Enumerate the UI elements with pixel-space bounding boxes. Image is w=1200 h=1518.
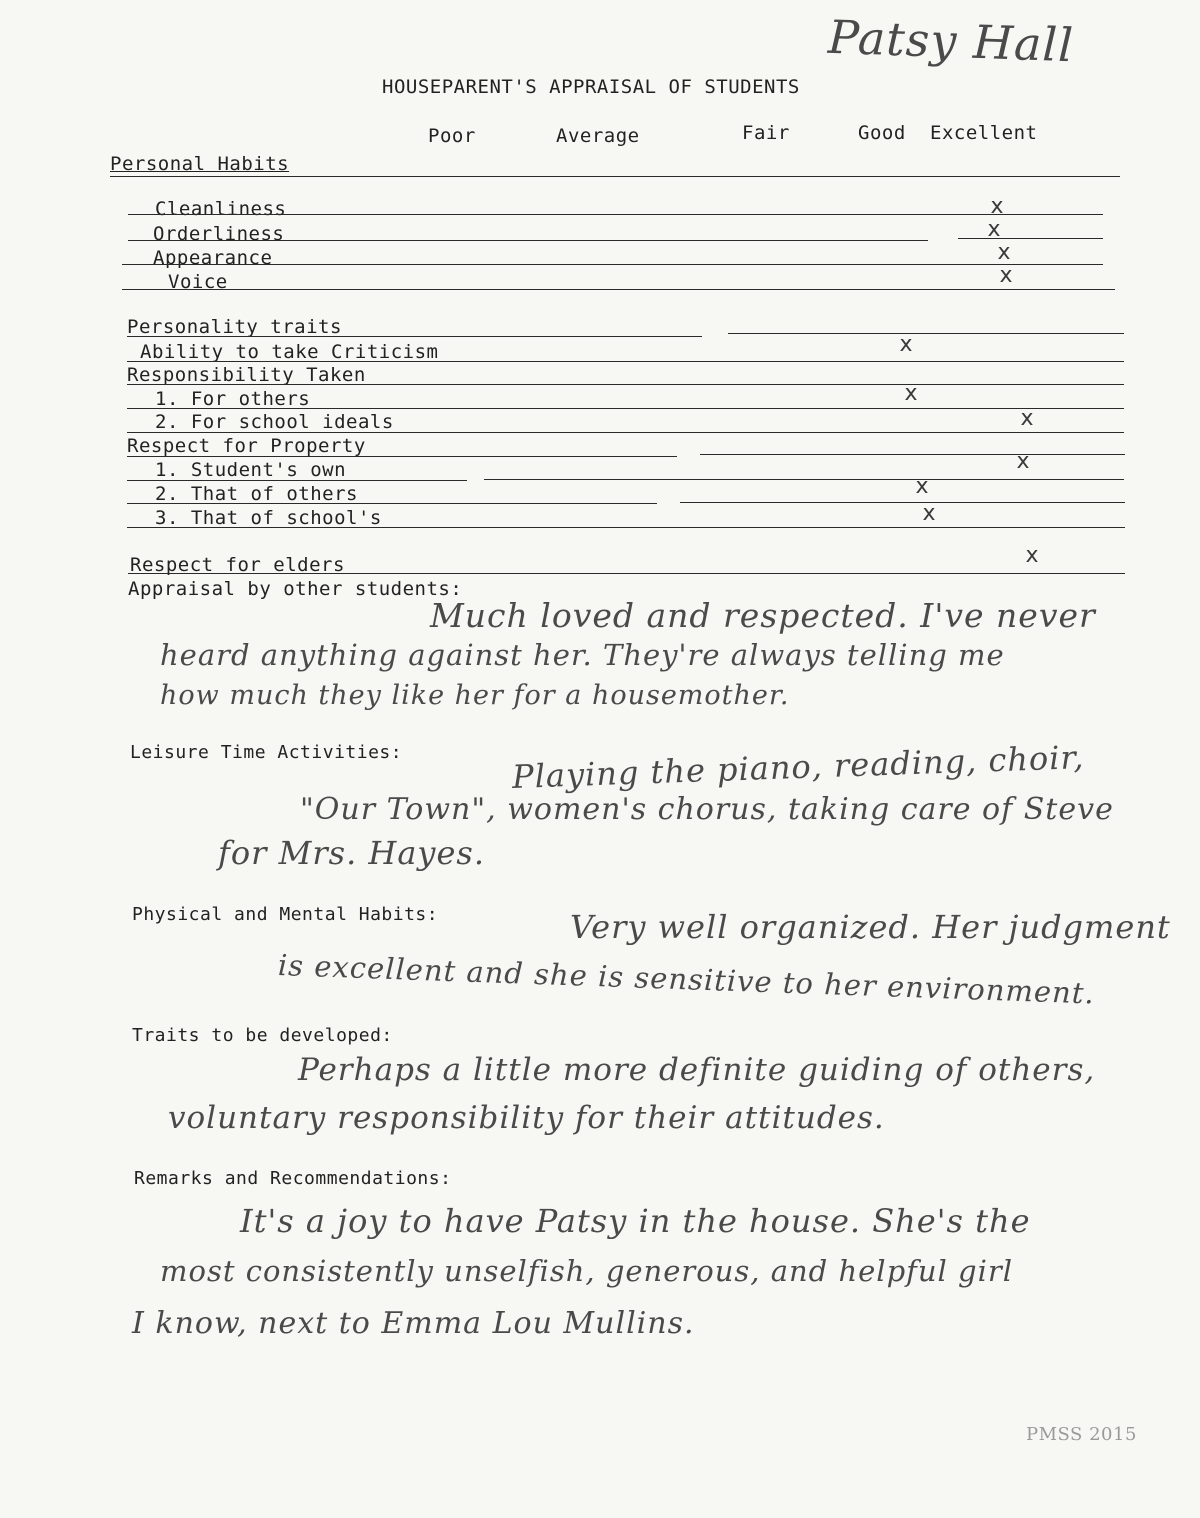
appraisal-line-3: how much they like her for a housemother. [160, 680, 790, 711]
check-appearance: x [997, 240, 1011, 265]
label-that-of-others: 2. That of others [155, 483, 358, 505]
traits-line-2: voluntary responsibility for their attitudes. [168, 1100, 885, 1136]
remarks-line-2: most consistently unselfish, generous, and helpful girl [160, 1254, 1014, 1288]
student-name: Patsy Hall [827, 9, 1075, 73]
rule-line [127, 527, 1125, 528]
label-that-of-schools: 3. That of school's [155, 507, 382, 529]
column-poor: Poor [428, 125, 476, 147]
rule-line [127, 384, 1124, 385]
rule-line [700, 454, 1125, 455]
leisure-line-3: for Mrs. Hayes. [218, 834, 485, 872]
rule-line [110, 176, 1120, 177]
column-excellent: Excellent [930, 122, 1038, 144]
rule-line [728, 333, 1124, 334]
label-physical-mental: Physical and Mental Habits: [132, 904, 439, 925]
section-personal-habits: Personal Habits [110, 153, 290, 175]
label-personality-traits: Personality traits [127, 316, 342, 338]
column-fair: Fair [742, 122, 790, 144]
check-students-own: x [1016, 449, 1030, 474]
leisure-line-2: "Our Town", women's chorus, taking care of Steve [300, 792, 1114, 827]
check-that-of-others: x [915, 474, 929, 499]
rule-line [128, 214, 1103, 215]
rule-line [128, 573, 1125, 574]
label-respect-elders: Respect for elders [130, 554, 345, 576]
archive-watermark: PMSS 2015 [1026, 1424, 1137, 1445]
traits-line-1: Perhaps a little more definite guiding of others, [298, 1052, 1096, 1088]
label-appearance: Appearance [153, 247, 273, 269]
rule-line [127, 480, 467, 481]
rule-line [127, 336, 702, 337]
label-traits: Traits to be developed: [132, 1025, 393, 1046]
rule-line [484, 479, 1124, 480]
label-students-own: 1. Student's own [155, 459, 347, 481]
column-good: Good [858, 122, 906, 144]
label-for-others: 1. For others [155, 388, 311, 410]
check-voice: x [999, 263, 1013, 288]
rule-line [958, 238, 1103, 239]
physical-line-1: Very well organized. Her judgment [570, 908, 1171, 946]
check-ability-criticism: x [899, 332, 913, 357]
check-for-school-ideals: x [1020, 406, 1034, 431]
rule-line [127, 456, 677, 457]
check-orderliness: x [987, 217, 1001, 242]
label-respect-property: Respect for Property [127, 435, 366, 457]
rule-line [122, 289, 1115, 290]
rule-line [127, 361, 1124, 362]
appraisal-line-2: heard anything against her. They're always telling me [160, 638, 1005, 672]
rule-line [127, 408, 1124, 409]
remarks-line-3: I know, next to Emma Lou Mullins. [132, 1306, 695, 1341]
label-remarks: Remarks and Recommendations: [134, 1168, 452, 1189]
check-respect-elders: x [1025, 543, 1039, 568]
label-ability-criticism: Ability to take Criticism [140, 341, 439, 363]
check-that-of-schools: x [922, 501, 936, 526]
appraisal-line-1: Much loved and respected. I've never [430, 596, 1096, 635]
label-for-school-ideals: 2. For school ideals [155, 411, 394, 433]
label-leisure: Leisure Time Activities: [130, 742, 403, 763]
label-voice: Voice [168, 271, 228, 293]
rule-line [127, 432, 1124, 433]
rule-line [122, 264, 1103, 265]
label-cleanliness: Cleanliness [155, 198, 287, 220]
rule-line [128, 240, 928, 241]
physical-line-2: is excellent and she is sensitive to her environment. [277, 948, 1096, 1011]
rule-line [127, 503, 657, 504]
label-appraisal: Appraisal by other students: [128, 578, 463, 600]
column-average: Average [556, 125, 640, 147]
label-orderliness: Orderliness [153, 223, 285, 245]
check-cleanliness: x [990, 194, 1004, 219]
label-responsibility-taken: Responsibility Taken [127, 364, 366, 386]
leisure-line-1: Playing the piano, reading, choir, [511, 738, 1085, 796]
remarks-line-1: It's a joy to have Patsy in the house. She's the [240, 1202, 1031, 1240]
form-title: HOUSEPARENT'S APPRAISAL OF STUDENTS [382, 76, 800, 98]
check-for-others: x [904, 381, 918, 406]
rule-line [680, 502, 1125, 503]
